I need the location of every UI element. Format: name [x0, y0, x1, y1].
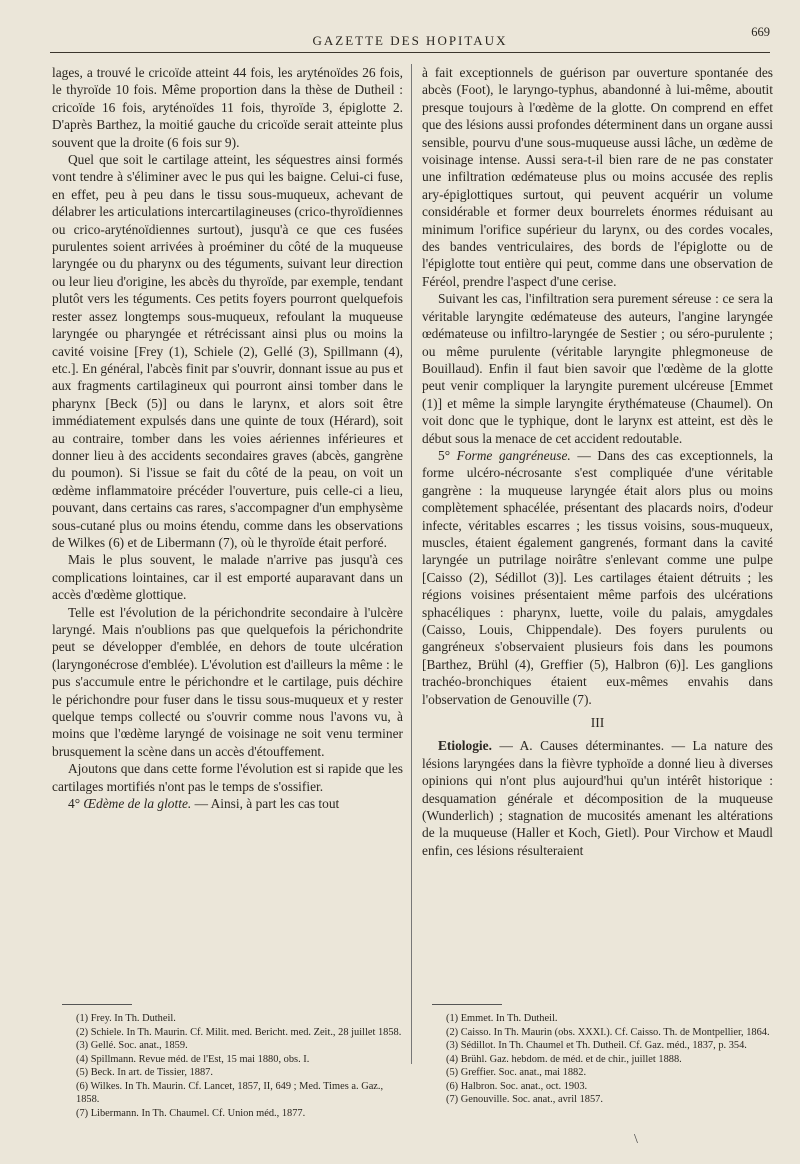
- page-number: 669: [751, 25, 770, 39]
- paragraph: [52, 64, 403, 151]
- paragraph-text: Quel que soit le cartilage atteint, les séquestres ainsi formés vont tendre à s'éliminer avec le pus qui les baigne. Celui-ci fuse, en effet, peu à peu dans le tissu sous-muqueux, achevant de délabrer les articulations intercartilagineuses (crico-thyroïdiennes ou crico-aryténoïdiennes surtout), jusqu'à ce que ces fusées purulentes soient arrivées à proéminer du côté de la muqueuse laryngée ou du pharynx ou des téguments, suivant leur direction ou leur lieu d'origine, les abcès du thyroïde, par exemple, tendant plutôt vers les téguments. Ces petits foyers pourront quelquefois rester assez longtemps sous-muqueux, refoulant la muqueuse laryngée ou pharyngée et rétrécissant ainsi plus ou moins la cavité voisine [Frey (1), Schiele (2), Gellé (3), Spillmann (4), etc.]. En général, l'abcès finit par s'ouvrir, donnant issue au pus et aux fragments cartilagineux qui pourront ainsi tomber dans le pharynx [Beck (5)] ou dans le larynx, et alors soit être immédiatement expulsés dans une quinte de toux (Hérard), soit au contraire, tomber dans les voies aériennes inférieures et donner lieu à des accidents secondaires graves (abcès, gangrène du poumon). Si l'issue se fait du côté de la peau, on voit un œdème inflammatoire précéder l'ouverture, puis celle-ci a lieu, pouvant, dans certains cas rares, s'accompagner d'un emphysème sous-cutané plus ou moins étendu, comme dans les observations de Wilkes (6) et de Libermann (7), où le thyroïde était perforé.: [52, 152, 403, 550]
- paragraph-heading: Etiologie.: [438, 738, 492, 754]
- paragraph-text: — Ainsi, à part les cas tout: [191, 796, 340, 812]
- footnote: (6) Halbron. Soc. anat., oct. 1903.: [446, 1080, 588, 1092]
- footnotes-right: [432, 1012, 777, 1107]
- paragraph-text: à fait exceptionnels de guérison par ouverture spontanée des abcès (Foot), le laryngo-typhus, abandonné à lui-même, aboutit presque toujours à l'œdème de la glotte. On comprend en effet que des lésions aussi profondes déterminent dans un organe aussi sensible, pourvu d'une sous-muqueuse aussi lâche, un œdème de voisinage intense. Aussi sera-t-il bien rare de ne pas constater une infiltration œdémateuse plus ou moins accusée des replis ary-épiglottiques surtout, qui peuvent acquérir un volume considérable et former deux bourrelets énormes réduisant au minimum l'orifice supérieur du larynx, ou des cordes vocales, des bandes ventriculaires, des bords de l'épiglotte ou de l'épiglotte tout entière qui peut, comme dans une observation de Féréol, prendre l'aspect d'une cerise.: [422, 65, 773, 289]
- stray-mark: \: [634, 1132, 638, 1147]
- left-column: [52, 64, 403, 812]
- footnote: (7) Genouville. Soc. anat., avril 1857.: [446, 1094, 603, 1105]
- paragraph: [52, 151, 403, 551]
- paragraph: [52, 551, 403, 603]
- footnote: (4) Brühl. Gaz. hebdom. de méd. et de chir., juillet 1888.: [446, 1053, 682, 1065]
- footnote: (1) Frey. In Th. Dutheil.: [76, 1013, 176, 1024]
- footnote: (5) Beck. In art. de Tissier, 1887.: [76, 1067, 213, 1078]
- footnote: (6) Wilkes. In Th. Maurin. Cf. Lancet, 1857, II, 649 ; Med. Times a. Gaz., 1858.: [76, 1080, 384, 1105]
- journal-title: GAZETTE DES HOPITAUX: [312, 33, 508, 48]
- paragraph-heading: Œdème de la glotte.: [83, 796, 192, 812]
- paragraph-text: — A. Causes déterminantes. — La nature des lésions laryngées dans la fièvre typhoïde a donné lieu à diverses opinions qui n'ont plus aujourd'hui qu'un intérêt historique : desquamation générale et décomposition de la muqueuse (Wunderlich) ; stagnation de mucosités amenant les altérations de la muqueuse (Haller et Koch, Gietl). Pour Virchow et Maudl enfin, ces lésions résulteraient: [422, 738, 773, 858]
- footnote: (2) Schiele. In Th. Maurin. Cf. Milit. med. Bericht. med. Zeit., 28 juillet 1858.: [76, 1026, 402, 1038]
- paragraph: [52, 760, 403, 795]
- paragraph-heading: Forme gangréneuse.: [456, 447, 571, 463]
- footnote-rule-left: [62, 1004, 132, 1005]
- paragraph-text: — Dans des cas exceptionnels, la forme ulcéro-nécrosante s'est compliquée d'une véritable gangrène : la muqueuse laryngée était alors plus ou moins complètement sphacélée, présentant des placards noirs, d'odeur infecte, véritables escarres ; les tissus voisins, sous-muqueux, muscles, étaient également gangrenés, formant dans la cavité laryngée un putrilage noirâtre s'enlevant comme une pulpe [Caisso (2), Sédillot (3)]. Les cartilages étaient détruits ; les régions voisines présentaient même parfois des ulcérations sphacéliques : pharynx, luette, voile du palais, amygdales (Caisso, Louis, Chippendale). Des foyers purulents ou gangréneux s'observaient plusieurs fois dans les poumons [Barthez, Brühl (4), Greffier (5), Halbron (6)]. Les ganglions trachéo-bronchiques étaient eux-mêmes envahis dans l'observation de Genouville (7).: [422, 447, 773, 707]
- paragraph-text: Suivant les cas, l'infiltration sera purement séreuse : ce sera la véritable laryngite œdémateuse des auteurs, l'angine laryngée œdémateuse ou infiltro-laryngée de Sestier ; ou séro-purulente ; ou même purulente (véritable laryngite phlegmoneuse de Bouillaud). Enfin il faut bien savoir que l'œdème de la glotte peut venir compliquer la laryngite purement ulcéreuse [Emmet (1)] et même la simple laryngite érythémateuse (Chaumel). On voit donc que le typhique, dont le larynx est atteint, est dès le début sous la menace de cet accident redoutable.: [422, 291, 773, 446]
- footnote: (1) Emmet. In Th. Dutheil.: [446, 1013, 558, 1024]
- paragraph-number: 5°: [438, 447, 457, 463]
- paragraph: [422, 290, 773, 447]
- running-header: [50, 25, 770, 53]
- footnote: (5) Greffier. Soc. anat., mai 1882.: [446, 1067, 587, 1078]
- paragraph: [52, 604, 403, 761]
- paragraph: [52, 795, 403, 812]
- paragraph: [422, 447, 773, 708]
- paragraph: [422, 64, 773, 290]
- paragraph: [422, 737, 773, 859]
- section-heading: III: [590, 715, 605, 731]
- right-column: [422, 64, 773, 859]
- column-divider: [411, 64, 413, 1064]
- footnote: (3) Sédillot. In Th. Chaumel et Th. Dutheil. Cf. Gaz. méd., 1837, p. 354.: [446, 1040, 747, 1051]
- paragraph-text: Telle est l'évolution de la périchondrite secondaire à l'ulcère laryngé. Mais n'oublions pas que quelquefois la périchondrite peut se développer d'emblée, en dehors de toute ulcération (laryngonécrose d'emblée). L'évolution est d'ailleurs la même : le pus s'accumule entre le périchondre et le cartilage, puis déchire le périchondre pour fuser dans le tissu sous-muqueux et y rester quelque temps collecté ou s'ouvrir comme nous l'avons vu, à moins que l'œdème laryngé de voisinage ne soit venu terminer brusquement la scène dans un accès d'étouffement.: [52, 604, 403, 759]
- footnote: (3) Gellé. Soc. anat., 1859.: [76, 1040, 188, 1051]
- paragraph-number: 4°: [68, 796, 84, 812]
- footnote: (7) Libermann. In Th. Chaumel. Cf. Union méd., 1877.: [76, 1107, 306, 1119]
- footnotes-left: [62, 1012, 407, 1120]
- footnote: (4) Spillmann. Revue méd. de l'Est, 15 mai 1880, obs. I.: [76, 1053, 310, 1065]
- paragraph-text: Mais le plus souvent, le malade n'arrive pas jusqu'à ces complications lointaines, car il est emporté auparavant dans un accès d'œdème glottique.: [52, 552, 403, 603]
- footnote: (2) Caisso. In Th. Maurin (obs. XXXI.). Cf. Caisso. Th. de Montpellier, 1864.: [446, 1026, 770, 1038]
- paragraph-text: lages, a trouvé le cricoïde atteint 44 fois, les aryténoïdes 26 fois, le thyroïde 10 fois. Même proportion dans la thèse de Dutheil : cricoïde 16 fois, aryténoïdes 11 fois, thyroïde 3, épiglotte 2. D'après Barthez, la moitié gauche du cricoïde serait atteinte plus souvent que la droite (6 fois sur 9).: [52, 65, 403, 150]
- paragraph-text: Ajoutons que dans cette forme l'évolution est si rapide que les cartilages mortifiés n'ont pas le temps de s'ossifier.: [52, 761, 403, 794]
- footnote-rule-right: [432, 1004, 502, 1005]
